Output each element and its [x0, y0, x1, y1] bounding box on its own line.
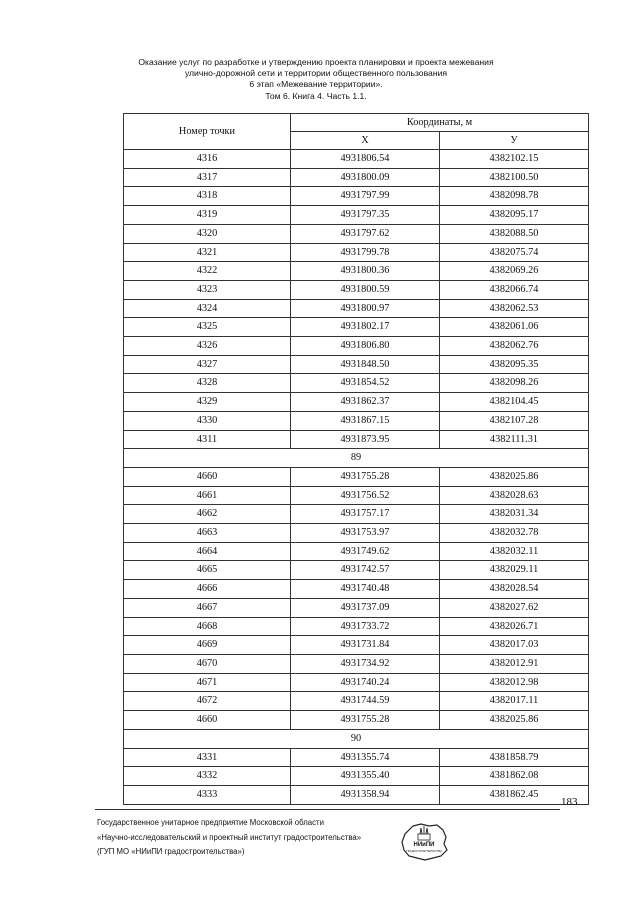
coord-x-cell: 4931358.94: [291, 785, 440, 804]
coord-y-cell: 4382098.78: [440, 187, 589, 206]
table-row: [124, 206, 589, 225]
table-row: [124, 767, 589, 786]
coord-y-cell: 4382026.71: [440, 617, 589, 636]
point-number-cell: 4672: [124, 692, 291, 711]
group-label: 89: [124, 449, 589, 468]
table-row: [124, 542, 589, 561]
point-number-cell: 4668: [124, 617, 291, 636]
table-row: [124, 150, 589, 169]
point-number-cell: 4670: [124, 654, 291, 673]
footer-line-1: Государственное унитарное предприятие Московской области: [97, 818, 324, 827]
point-number-cell: 4665: [124, 561, 291, 580]
footer-line-2: «Научно-исследовательский и проектный институт градостроительства»: [97, 832, 362, 842]
point-number-cell: 4662: [124, 505, 291, 524]
table-row: [124, 617, 589, 636]
coord-y-cell: 4382028.63: [440, 486, 589, 505]
logo-text: НИиПИ: [413, 842, 435, 848]
point-number-cell: 4320: [124, 224, 291, 243]
coord-y-cell: 4382069.26: [440, 262, 589, 281]
coord-x-cell: 4931731.84: [291, 636, 440, 655]
group-header-row: [124, 729, 589, 748]
header-line-3: 6 этап «Межевание территории».: [249, 79, 383, 90]
point-number-cell: 4327: [124, 355, 291, 374]
table-row: [124, 673, 589, 692]
table-row: [124, 280, 589, 299]
footer-line-3: (ГУП МО «НИиПИ градостроительства»): [97, 847, 245, 856]
coord-y-cell: 4382028.54: [440, 580, 589, 599]
coord-y-cell: 4381858.79: [440, 748, 589, 767]
point-number-cell: 4661: [124, 486, 291, 505]
table-row: [124, 411, 589, 430]
table-row: [124, 692, 589, 711]
point-number-cell: 4331: [124, 748, 291, 767]
coord-x-cell: 4931799.78: [291, 243, 440, 262]
point-number-cell: 4667: [124, 598, 291, 617]
point-number-cell: 4321: [124, 243, 291, 262]
table-row: [124, 636, 589, 655]
coord-x-cell: 4931797.62: [291, 224, 440, 243]
header-line-2: улично-дорожной сети и территории общественного пользования: [184, 68, 448, 79]
coord-x-cell: 4931797.99: [291, 187, 440, 206]
table-row: [124, 580, 589, 599]
coord-y-cell: 4382075.74: [440, 243, 589, 262]
coord-x-cell: 4931806.80: [291, 337, 440, 356]
table-row: [124, 598, 589, 617]
footer: [97, 816, 361, 860]
coord-y-cell: 4382025.86: [440, 467, 589, 486]
point-number-cell: 4311: [124, 430, 291, 449]
point-number-cell: 4333: [124, 785, 291, 804]
table-row: [124, 299, 589, 318]
coord-x-cell: 4931734.92: [291, 654, 440, 673]
table-row: [124, 430, 589, 449]
table-row: [124, 243, 589, 262]
point-number-cell: 4328: [124, 374, 291, 393]
point-number-cell: 4319: [124, 206, 291, 225]
table-row: [124, 748, 589, 767]
coord-x-cell: 4931854.52: [291, 374, 440, 393]
coord-y-cell: 4382032.11: [440, 542, 589, 561]
coord-x-cell: 4931806.54: [291, 150, 440, 169]
point-number-cell: 4660: [124, 467, 291, 486]
table-row: [124, 168, 589, 187]
footer-divider: [95, 809, 560, 810]
point-number-cell: 4330: [124, 411, 291, 430]
coord-y-cell: 4382095.35: [440, 355, 589, 374]
coord-x-cell: 4931742.57: [291, 561, 440, 580]
document-header: [0, 57, 632, 102]
coord-y-cell: 4382061.06: [440, 318, 589, 337]
coord-x-cell: 4931797.35: [291, 206, 440, 225]
coord-x-cell: 4931755.28: [291, 711, 440, 730]
coord-y-cell: 4382111.31: [440, 430, 589, 449]
table-row: [124, 187, 589, 206]
header-x: X: [291, 132, 440, 150]
coord-x-cell: 4931756.52: [291, 486, 440, 505]
group-header-row: [124, 449, 589, 468]
coord-x-cell: 4931755.28: [291, 467, 440, 486]
coord-y-cell: 4381862.08: [440, 767, 589, 786]
table-row: [124, 262, 589, 281]
coord-y-cell: 4382017.03: [440, 636, 589, 655]
coord-x-cell: 4931757.17: [291, 505, 440, 524]
coord-y-cell: 4382012.91: [440, 654, 589, 673]
point-number-cell: 4322: [124, 262, 291, 281]
table-row: [124, 355, 589, 374]
table-row: [124, 393, 589, 412]
coord-x-cell: 4931867.15: [291, 411, 440, 430]
point-number-cell: 4316: [124, 150, 291, 169]
coord-x-cell: 4931800.97: [291, 299, 440, 318]
point-number-cell: 4332: [124, 767, 291, 786]
coord-x-cell: 4931737.09: [291, 598, 440, 617]
coord-y-cell: 4382088.50: [440, 224, 589, 243]
coord-y-cell: 4382012.98: [440, 673, 589, 692]
coord-x-cell: 4931733.72: [291, 617, 440, 636]
coord-x-cell: 4931800.09: [291, 168, 440, 187]
coord-y-cell: 4381862.45: [440, 785, 589, 804]
coord-y-cell: 4382025.86: [440, 711, 589, 730]
coord-y-cell: 4382017.11: [440, 692, 589, 711]
table-row: [124, 654, 589, 673]
group-label: 90: [124, 729, 589, 748]
coord-x-cell: 4931800.59: [291, 280, 440, 299]
coord-x-cell: 4931355.40: [291, 767, 440, 786]
coord-y-cell: 4382066.74: [440, 280, 589, 299]
point-number-cell: 4660: [124, 711, 291, 730]
coord-y-cell: 4382062.76: [440, 337, 589, 356]
header-point-number: Номер точки: [124, 114, 291, 150]
point-number-cell: 4666: [124, 580, 291, 599]
coord-x-cell: 4931740.48: [291, 580, 440, 599]
table-row: [124, 486, 589, 505]
table-row: [124, 337, 589, 356]
coord-x-cell: 4931355.74: [291, 748, 440, 767]
coord-y-cell: 4382098.26: [440, 374, 589, 393]
table-body: [124, 150, 589, 805]
point-number-cell: 4671: [124, 673, 291, 692]
coord-y-cell: 4382031.34: [440, 505, 589, 524]
coord-y-cell: 4382104.45: [440, 393, 589, 412]
point-number-cell: 4325: [124, 318, 291, 337]
header-y: У: [440, 132, 589, 150]
coord-y-cell: 4382102.15: [440, 150, 589, 169]
coord-y-cell: 4382095.17: [440, 206, 589, 225]
coord-x-cell: 4931753.97: [291, 524, 440, 543]
coord-x-cell: 4931749.62: [291, 542, 440, 561]
header-coordinates: Координаты, м: [291, 114, 589, 132]
point-number-cell: 4663: [124, 524, 291, 543]
point-number-cell: 4317: [124, 168, 291, 187]
header-line-4: Том 6. Книга 4. Часть 1.1.: [265, 90, 367, 101]
coord-x-cell: 4931744.59: [291, 692, 440, 711]
table-row: [124, 224, 589, 243]
coord-y-cell: 4382029.11: [440, 561, 589, 580]
table-row: [124, 785, 589, 804]
page-number: 183: [561, 796, 578, 808]
coord-x-cell: 4931740.24: [291, 673, 440, 692]
coord-y-cell: 4382062.53: [440, 299, 589, 318]
coord-x-cell: 4931873.95: [291, 430, 440, 449]
table-row: [124, 374, 589, 393]
point-number-cell: 4664: [124, 542, 291, 561]
point-number-cell: 4326: [124, 337, 291, 356]
logo-subtext: ГРАДОСТРОИТЕЛЬСТВА: [406, 849, 442, 853]
table-row: [124, 318, 589, 337]
header-line-1: Оказание услуг по разработке и утверждению проекта планировки и проекта межевания: [138, 57, 494, 67]
coordinates-table: [123, 113, 589, 805]
table-row: [124, 711, 589, 730]
table-row: [124, 505, 589, 524]
table-row: [124, 561, 589, 580]
coord-x-cell: 4931800.36: [291, 262, 440, 281]
table-row: [124, 524, 589, 543]
point-number-cell: 4324: [124, 299, 291, 318]
coord-y-cell: 4382032.78: [440, 524, 589, 543]
niipi-logo: [399, 822, 449, 862]
point-number-cell: 4323: [124, 280, 291, 299]
table-row: [124, 467, 589, 486]
coord-y-cell: 4382100.50: [440, 168, 589, 187]
coord-y-cell: 4382107.28: [440, 411, 589, 430]
coord-x-cell: 4931848.50: [291, 355, 440, 374]
point-number-cell: 4669: [124, 636, 291, 655]
point-number-cell: 4318: [124, 187, 291, 206]
coord-y-cell: 4382027.62: [440, 598, 589, 617]
point-number-cell: 4329: [124, 393, 291, 412]
coord-x-cell: 4931802.17: [291, 318, 440, 337]
coord-x-cell: 4931862.37: [291, 393, 440, 412]
